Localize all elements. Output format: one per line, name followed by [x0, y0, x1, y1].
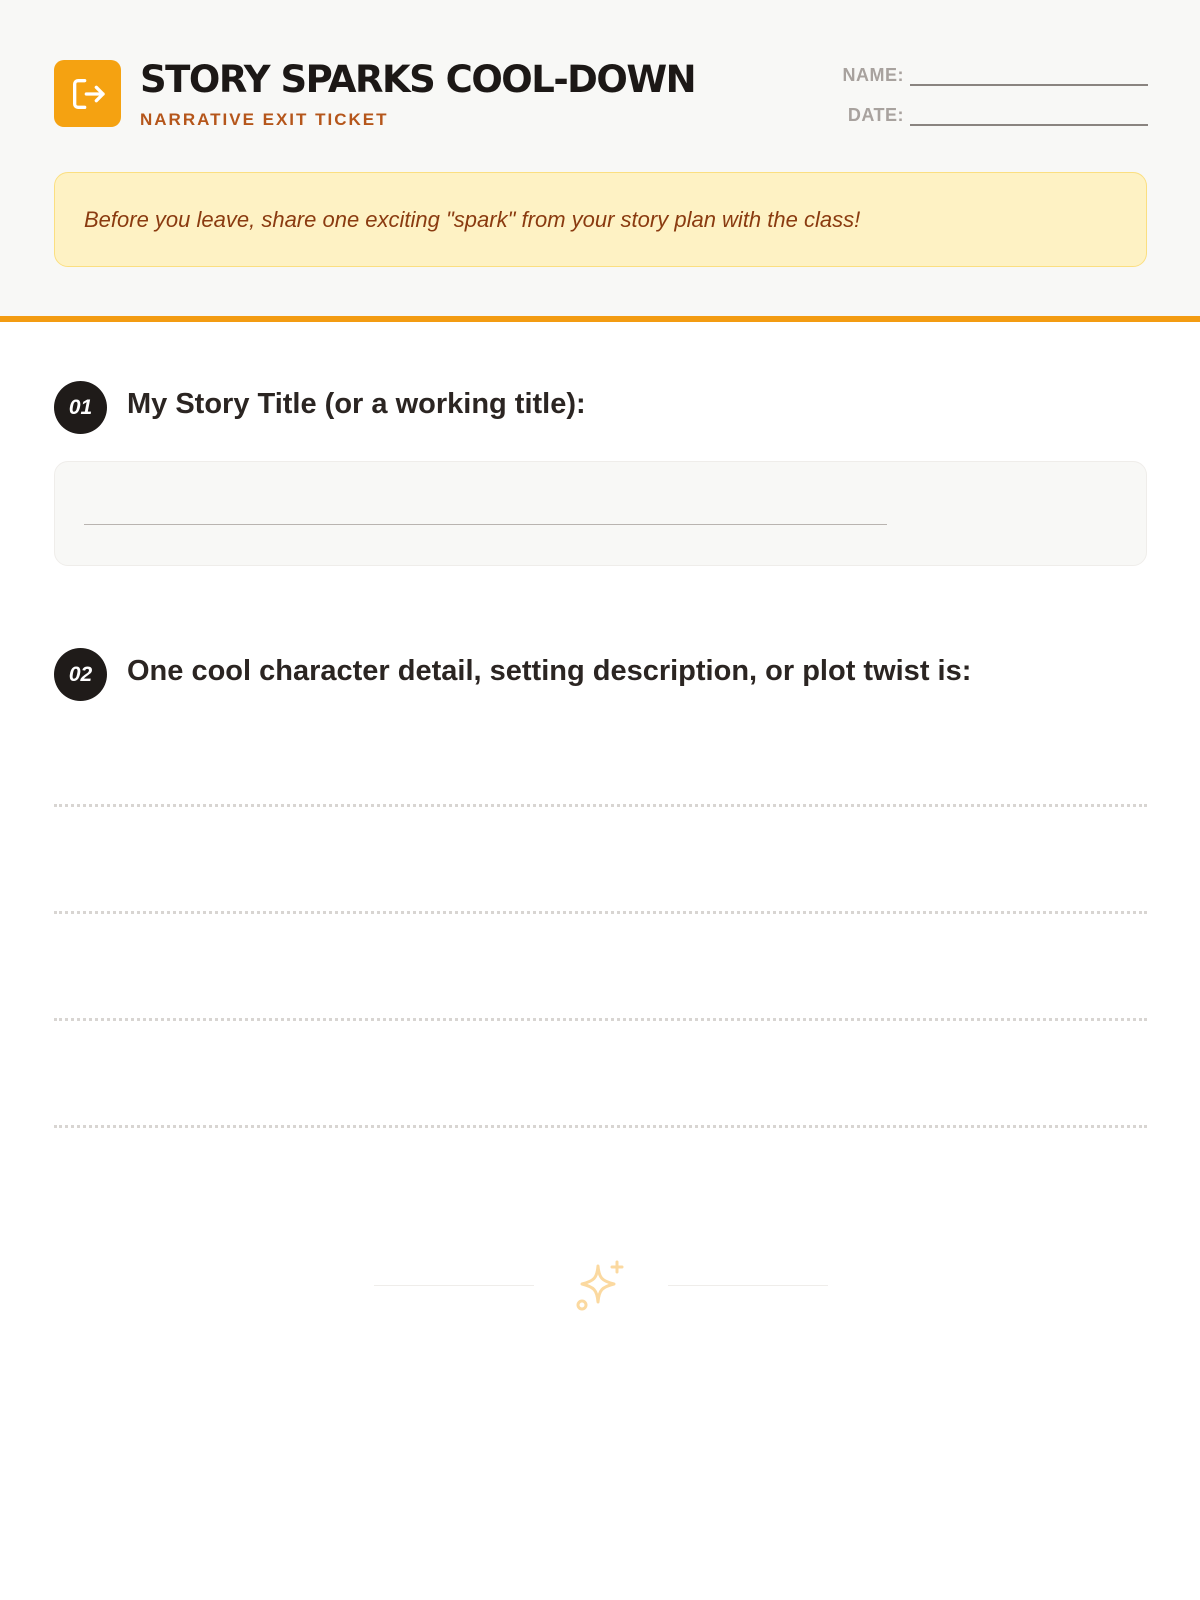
date-field[interactable] [848, 100, 1148, 126]
sparkles-icon [572, 1258, 628, 1314]
writing-line[interactable] [54, 804, 1147, 807]
answer-line [84, 524, 887, 525]
name-label: NAME: [842, 65, 904, 85]
header [0, 0, 1200, 322]
page-title: STORY SPARKS COOL-DOWN [140, 58, 696, 101]
writing-line[interactable] [54, 1125, 1147, 1128]
date-line[interactable] [910, 108, 1148, 126]
writing-line[interactable] [54, 911, 1147, 914]
instruction-banner [54, 172, 1147, 267]
name-field[interactable] [843, 60, 1149, 86]
instruction-text: Before you leave, share one exciting "spark" from your story plan with the class! [84, 206, 861, 232]
question-text-1: My Story Title (or a working title): [127, 388, 586, 420]
date-label: DATE: [847, 105, 904, 125]
story-title-answer-box[interactable] [54, 461, 1147, 566]
question-number-2: 02 [54, 648, 107, 701]
page-subtitle: NARRATIVE EXIT TICKET [140, 110, 389, 129]
question-number-1: 01 [54, 381, 107, 434]
exit-icon [54, 60, 121, 127]
name-line[interactable] [910, 68, 1148, 86]
writing-line[interactable] [54, 1018, 1147, 1021]
question-text-2: One cool character detail, setting description, or plot twist is: [127, 655, 972, 687]
footer-divider-left [374, 1285, 534, 1286]
footer-divider-right [668, 1285, 828, 1286]
